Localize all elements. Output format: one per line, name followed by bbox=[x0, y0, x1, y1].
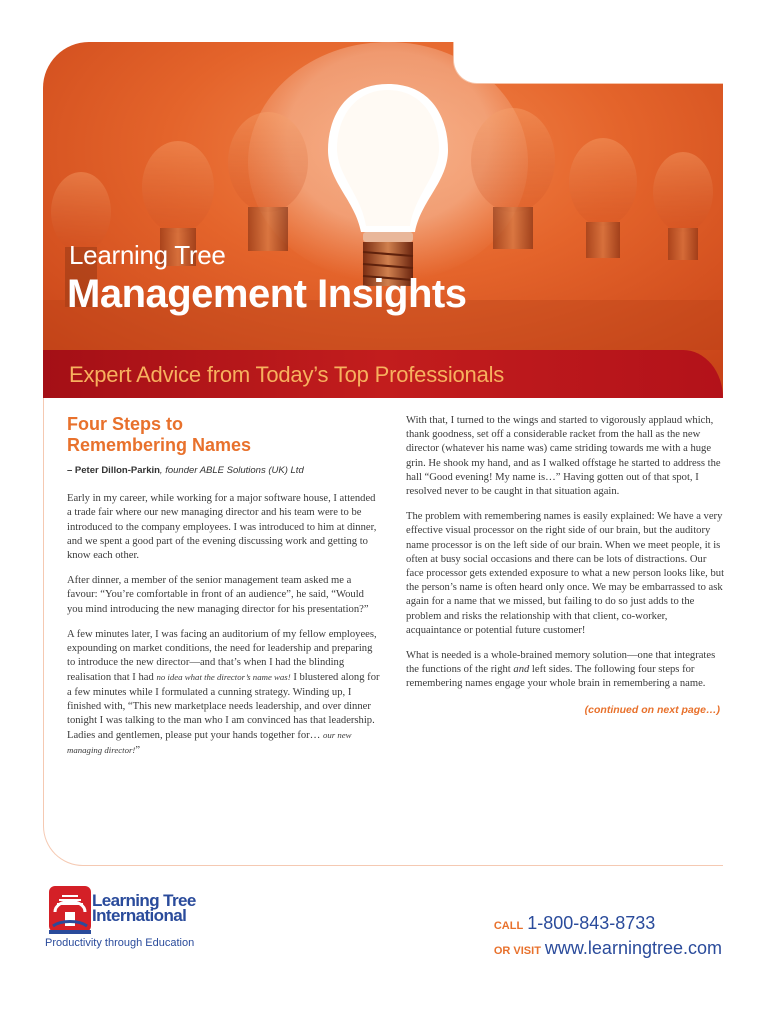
logo-wordmark bbox=[92, 893, 196, 923]
paragraph-text: left sides. The following four steps for remembering names engage your whole brain in remembering a name. bbox=[406, 664, 706, 690]
paragraph-text: What is needed is a whole-brained memory solution—one that integrates the functions of the right bbox=[406, 650, 716, 676]
logo-line1: Learning Tree bbox=[92, 891, 196, 910]
call-label: CALL bbox=[493, 920, 524, 932]
paragraph: The problem with remembering names is easily explained: We have a very effective visual processor on the right side of our brain, but the auditory name processor is on the left side of our brain. When we meet people, it is often at busy social occasions and there can be lots of distractions. Our face processor gets extended exposure to what a new person looks like, but the person’s name is often heard only once. We may be embarrassed to ask again for a name that we missed, but failing to do so just adds to the problem and risks the relationship with that client, co-worker, acquaintance or potential future customer! bbox=[406, 511, 725, 636]
tagline: Expert Advice from Today’s Top Professionals bbox=[69, 362, 505, 387]
tagline-bar bbox=[43, 350, 723, 398]
article-right-column bbox=[406, 414, 724, 717]
emphasis-text: and bbox=[513, 664, 530, 676]
emphasis-text: our new managing director! bbox=[67, 730, 352, 756]
article-title-line1: Four Steps to bbox=[67, 414, 183, 434]
article-left-column bbox=[67, 414, 382, 770]
paragraph: After dinner, a member of the senior management team asked me a favour: “You’re comfortable in front of an audience”, he said, “Would you mind introducing the new managing director for his presentation?” bbox=[67, 575, 369, 615]
logo-line2: International bbox=[92, 906, 187, 925]
website-link[interactable]: www.learningtree.com bbox=[544, 938, 722, 958]
paragraph-text: A few minutes later, I was facing an auditorium of my fellow employees, expounding on market conditions, the need for leadership and preparing to introduce the new director—and that’s when I had the blinding realisation that I had bbox=[67, 628, 377, 684]
logo-tagline: Productivity through Education bbox=[45, 937, 195, 949]
byline-role: , founder ABLE Solutions (UK) Ltd bbox=[159, 465, 304, 476]
paragraph-text: I blustered along for a few minutes while I formulated a cunning strategy. Winding up, I finished with, “This new marketplace needs leadership, and over dinner tonight I was talking to the man who I am convinced has that leadership. Ladies and gentlemen, please put your hands together for… bbox=[67, 672, 380, 742]
paragraph: With that, I turned to the wings and started to vigorously applaud which, thank goodness, set off a considerable racket from the hall as the new director (whatever his name was) came striding towards me with a huge grin. He shook my hand, and as I walked offstage he started to address the hall “Good evening! My name is…” Having gotten out of that spot, I resolved never to be caught in that situation again. bbox=[406, 415, 721, 498]
paragraph-text: ” bbox=[135, 745, 141, 757]
edition-tab bbox=[453, 42, 723, 84]
continued-link[interactable]: (continued on next page…) bbox=[584, 703, 720, 716]
article-title-line2: Remembering Names bbox=[67, 435, 252, 455]
visit-label: OR VISIT bbox=[493, 945, 541, 957]
edition-label: EDITION 031 bbox=[567, 54, 657, 70]
emphasis-text: no idea what the director’s name was! bbox=[156, 672, 291, 683]
brand-subtitle: Learning Tree bbox=[69, 240, 226, 270]
paragraph: Early in my career, while working for a major software house, I attended a trade fair where our new managing director and his team were to be introduced to the company employees. I was introduced to him at dinner, and we spent a good part of the evening discussing work and getting to know each other. bbox=[67, 493, 377, 562]
byline bbox=[67, 464, 382, 478]
website-row bbox=[494, 937, 722, 962]
paragraph bbox=[67, 628, 382, 759]
article-title bbox=[67, 414, 382, 456]
header-banner bbox=[43, 42, 723, 398]
newsletter-title: Management Insights bbox=[67, 272, 467, 316]
contact-block bbox=[494, 912, 722, 962]
light-bulbs-illustration bbox=[43, 42, 723, 398]
phone-link[interactable]: 1-800-843-8733 bbox=[527, 913, 656, 933]
paragraph bbox=[406, 649, 724, 692]
byline-author: – Peter Dillon-Parkin bbox=[67, 465, 160, 476]
phone-row bbox=[494, 912, 722, 937]
